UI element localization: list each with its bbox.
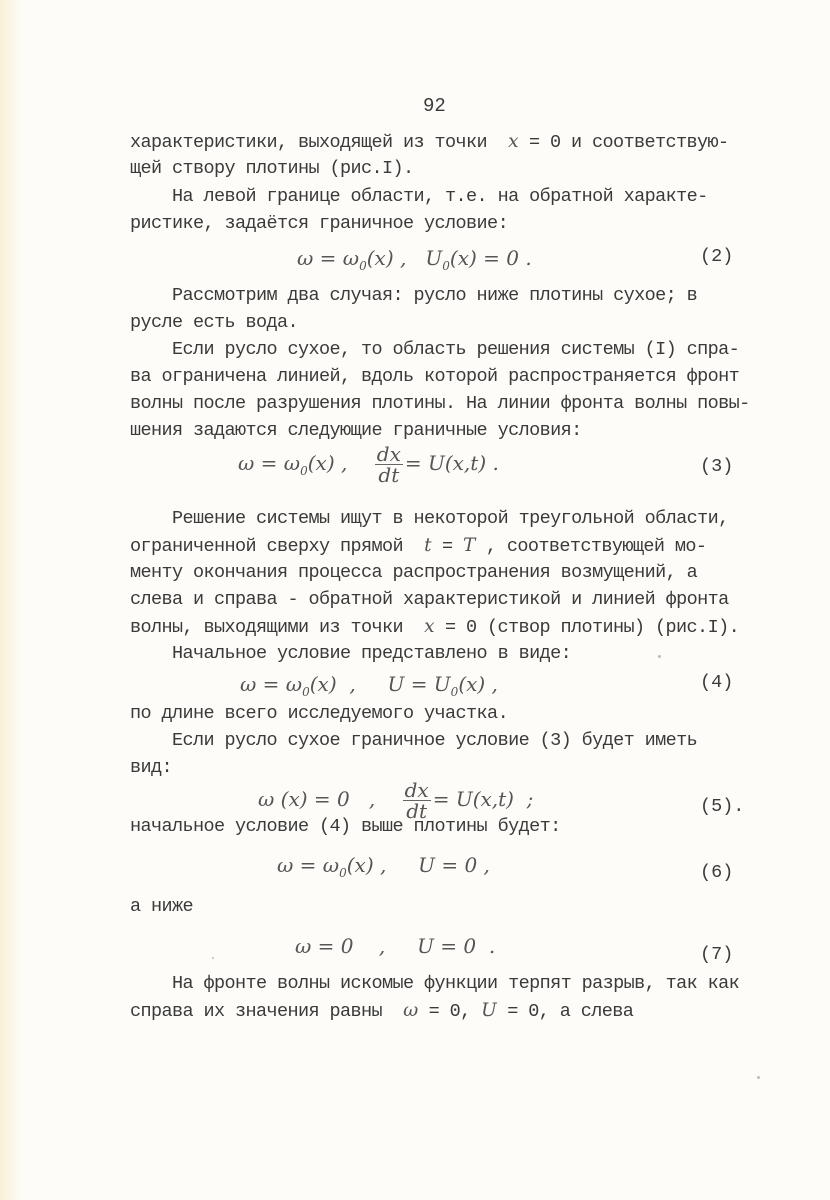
text-line: На левой границе области, т.е. на обратной характе- xyxy=(130,186,708,207)
text-line: вид: xyxy=(130,757,173,778)
text-line: начальное условие (4) выше плотины будет: xyxy=(130,816,561,837)
text-line: шения задаются следующие граничные условия: xyxy=(130,420,582,441)
equation-number: (7) xyxy=(700,944,734,965)
text-line: русле есть вода. xyxy=(130,312,299,333)
equation-number: (4) xyxy=(700,672,734,693)
equation-number: (2) xyxy=(700,246,734,267)
text-line: ристике, задаётся граничное условие: xyxy=(130,213,509,234)
equation-6: $\omega = \omega_0(x)$ , U = 0 , xyxy=(277,853,490,880)
text-line: ограниченной сверху прямой t = T , соответствующей мо- xyxy=(130,535,707,557)
text-line: волны после разрушения плотины. На линии фронта волны повы- xyxy=(130,393,750,414)
text-line: слева и справа - обратной характеристикой и линией фронта xyxy=(130,589,729,610)
math-variable: x xyxy=(508,131,519,152)
text-line: Решение системы ищут в некоторой треугольной области, xyxy=(130,508,729,529)
text-line: справа их значения равны ω = 0, U = 0, а слева xyxy=(130,1000,634,1022)
text-line: а ниже xyxy=(130,896,194,917)
text-line: На фронте волны искомые функции терпят разрыв, так как xyxy=(130,973,740,994)
text-line: ва ограничена линией, вдоль которой распространяется фронт xyxy=(130,366,740,387)
text-line: щей створу плотины (рис.I). xyxy=(130,158,414,179)
text-line: по длине всего исследуемого участка. xyxy=(130,703,509,724)
fraction: $\frac{dx}{dt}$ xyxy=(404,778,429,823)
equation-3: $\omega = \omega_0(x)$ , $\frac{dx}{dt}$ = U(x,t) . xyxy=(238,442,499,487)
scan-speck xyxy=(212,957,214,959)
equation-number: (3) xyxy=(700,456,734,477)
text-span: = 0 и соответствую- xyxy=(518,132,729,153)
text-span: характеристики, выходящей из точки xyxy=(130,132,488,153)
equation-number: (6) xyxy=(700,862,734,883)
equation-4: $\omega = \omega_0(x)$ , $U = U_0(x)$ , xyxy=(240,672,498,699)
text-line: Рассмотрим два случая: русло ниже плотины сухое; в xyxy=(130,285,698,306)
text-line: Если русло сухое граничное условие (3) будет иметь xyxy=(130,730,698,751)
scan-speck xyxy=(658,655,661,658)
equation-2: $\omega = \omega_0(x)$ , $U_0(x) = 0$ . xyxy=(297,246,532,273)
text-line: Если русло сухое, то область решения системы (I) спра- xyxy=(130,339,740,360)
equation-5: ω (x) = 0 , $\frac{dx}{dt}$ = U(x,t) ; xyxy=(258,778,534,823)
text-line: менту окончания процесса распространения возмущений, а xyxy=(130,562,698,583)
text-line: Начальное условие представлено в виде: xyxy=(130,643,572,664)
math-variable: U xyxy=(481,1000,497,1021)
fraction: $\frac{dx}{dt}$ xyxy=(376,442,401,487)
math-variable: x xyxy=(424,616,435,637)
math-variable: T xyxy=(463,535,476,556)
scan-speck xyxy=(757,1076,760,1079)
math-variable: t xyxy=(424,535,432,556)
text-line: волны, выходящими из точки x = 0 (створ плотины) (рис.I). xyxy=(130,616,740,638)
math-variable: ω xyxy=(403,1000,419,1021)
equation-7: ω = 0 , U = 0 . xyxy=(295,934,496,958)
equation-number: (5). xyxy=(700,796,745,817)
text-line xyxy=(130,131,729,154)
page-number: 92 xyxy=(423,95,446,117)
